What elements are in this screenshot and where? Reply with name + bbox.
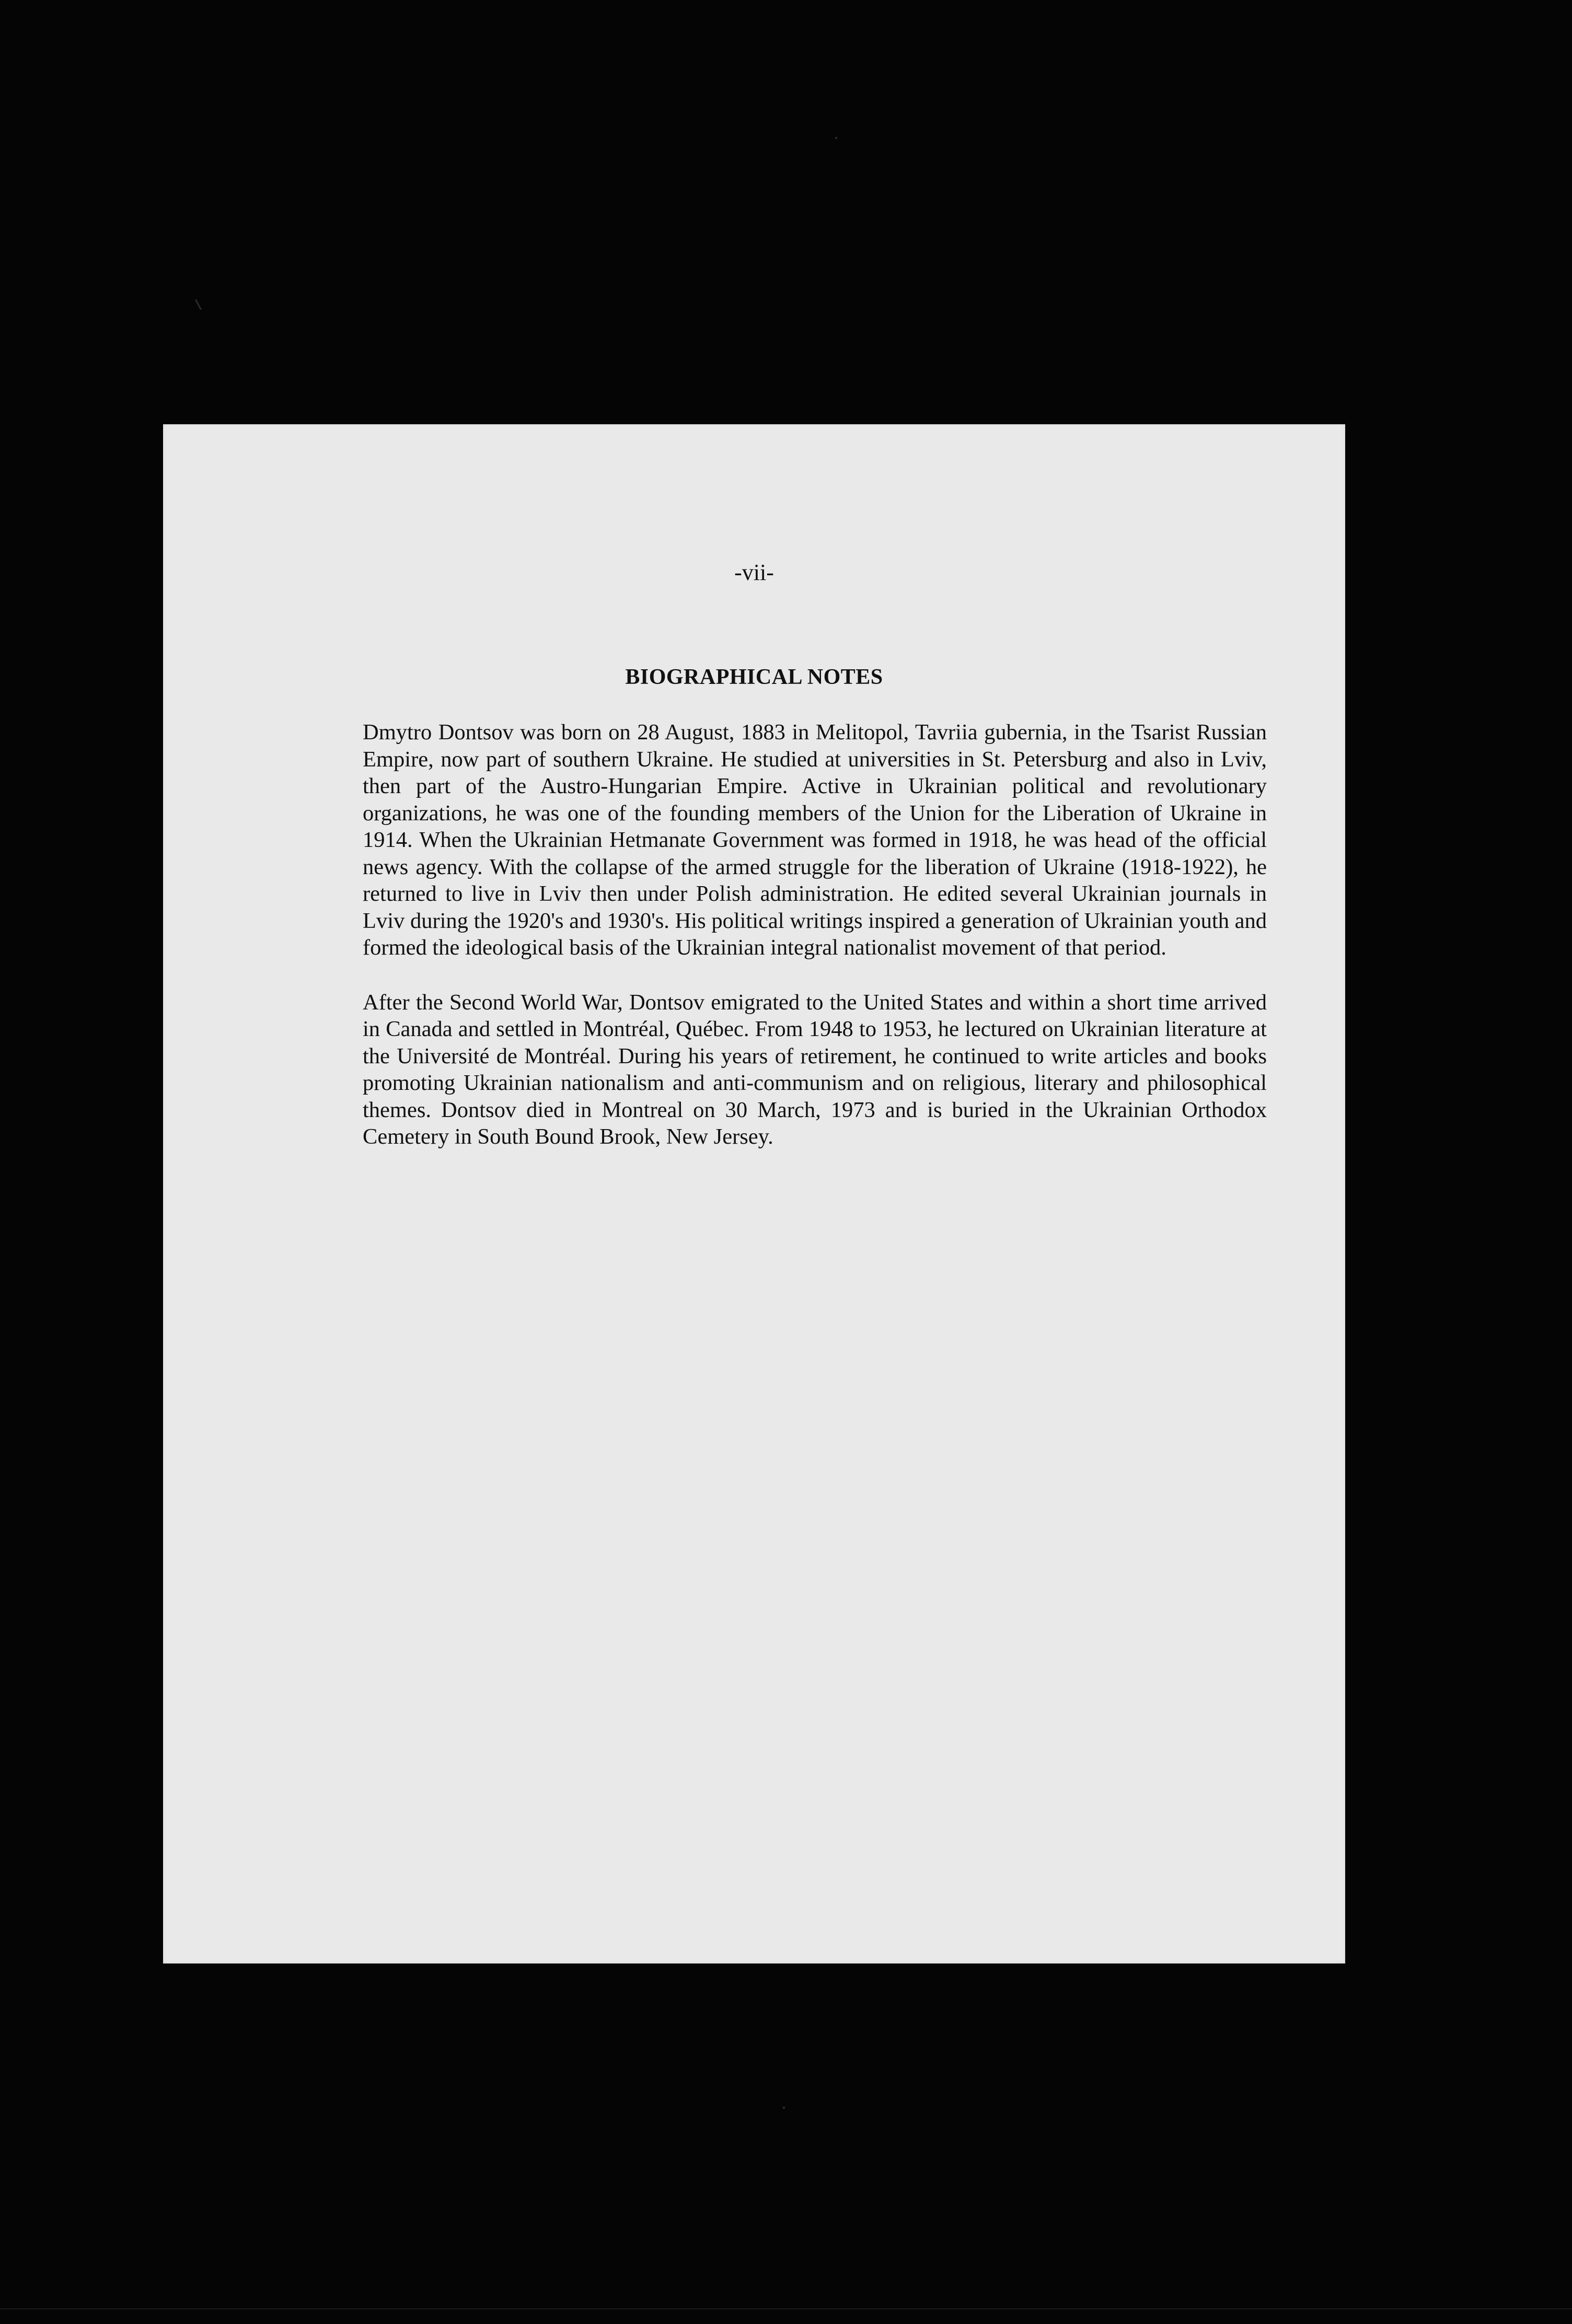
scanner-edge-line	[0, 2308, 1572, 2309]
scan-speck	[195, 299, 202, 310]
biography-paragraph-2: After the Second World War, Dontsov emigrated to the United States and within a short time arrived in Canada and settled in Montréal, Québec. From 1948 to 1953, he lectured on Ukrainian literature at the Université de Montréal. During his years of retirement, he continued to write articles and books promoting Ukrainian nationalism and anti-communism and on religious, literary and philosophical themes. Dontsov died in Montreal on 30 March, 1973 and is buried in the Ukrainian Orthodox Cemetery in South Bound Brook, New Jersey.	[363, 990, 1267, 1149]
page-number: -vii-	[734, 560, 774, 585]
biography-text	[363, 719, 1267, 1151]
biography-paragraph-1: Dmytro Dontsov was born on 28 August, 1883 in Melitopol, Tavriia gubernia, in the Tsarist Russian Empire, now part of southern Ukraine. He studied at universities in St. Petersburg and also in Lviv, then part of the Austro-Hungarian Empire. Active in Ukrainian political and revolutionary organizations, he was one of the founding members of the Union for the Liberation of Ukraine in 1914. When the Ukrainian Hetmanate Government was formed in 1918, he was head of the official news agency. With the collapse of the armed struggle for the liberation of Ukraine (1918-1922), he returned to live in Lviv then under Polish administration. He edited several Ukrainian journals in Lviv during the 1920's and 1930's. His political writings inspired a generation of Ukrainian youth and formed the ideological basis of the Ukrainian integral nationalist movement of that period.	[363, 720, 1267, 960]
scan-speck	[835, 137, 837, 139]
scan-speck	[783, 2107, 785, 2109]
section-heading: BIOGRAPHICAL NOTES	[625, 665, 883, 689]
document-page	[163, 424, 1345, 1963]
